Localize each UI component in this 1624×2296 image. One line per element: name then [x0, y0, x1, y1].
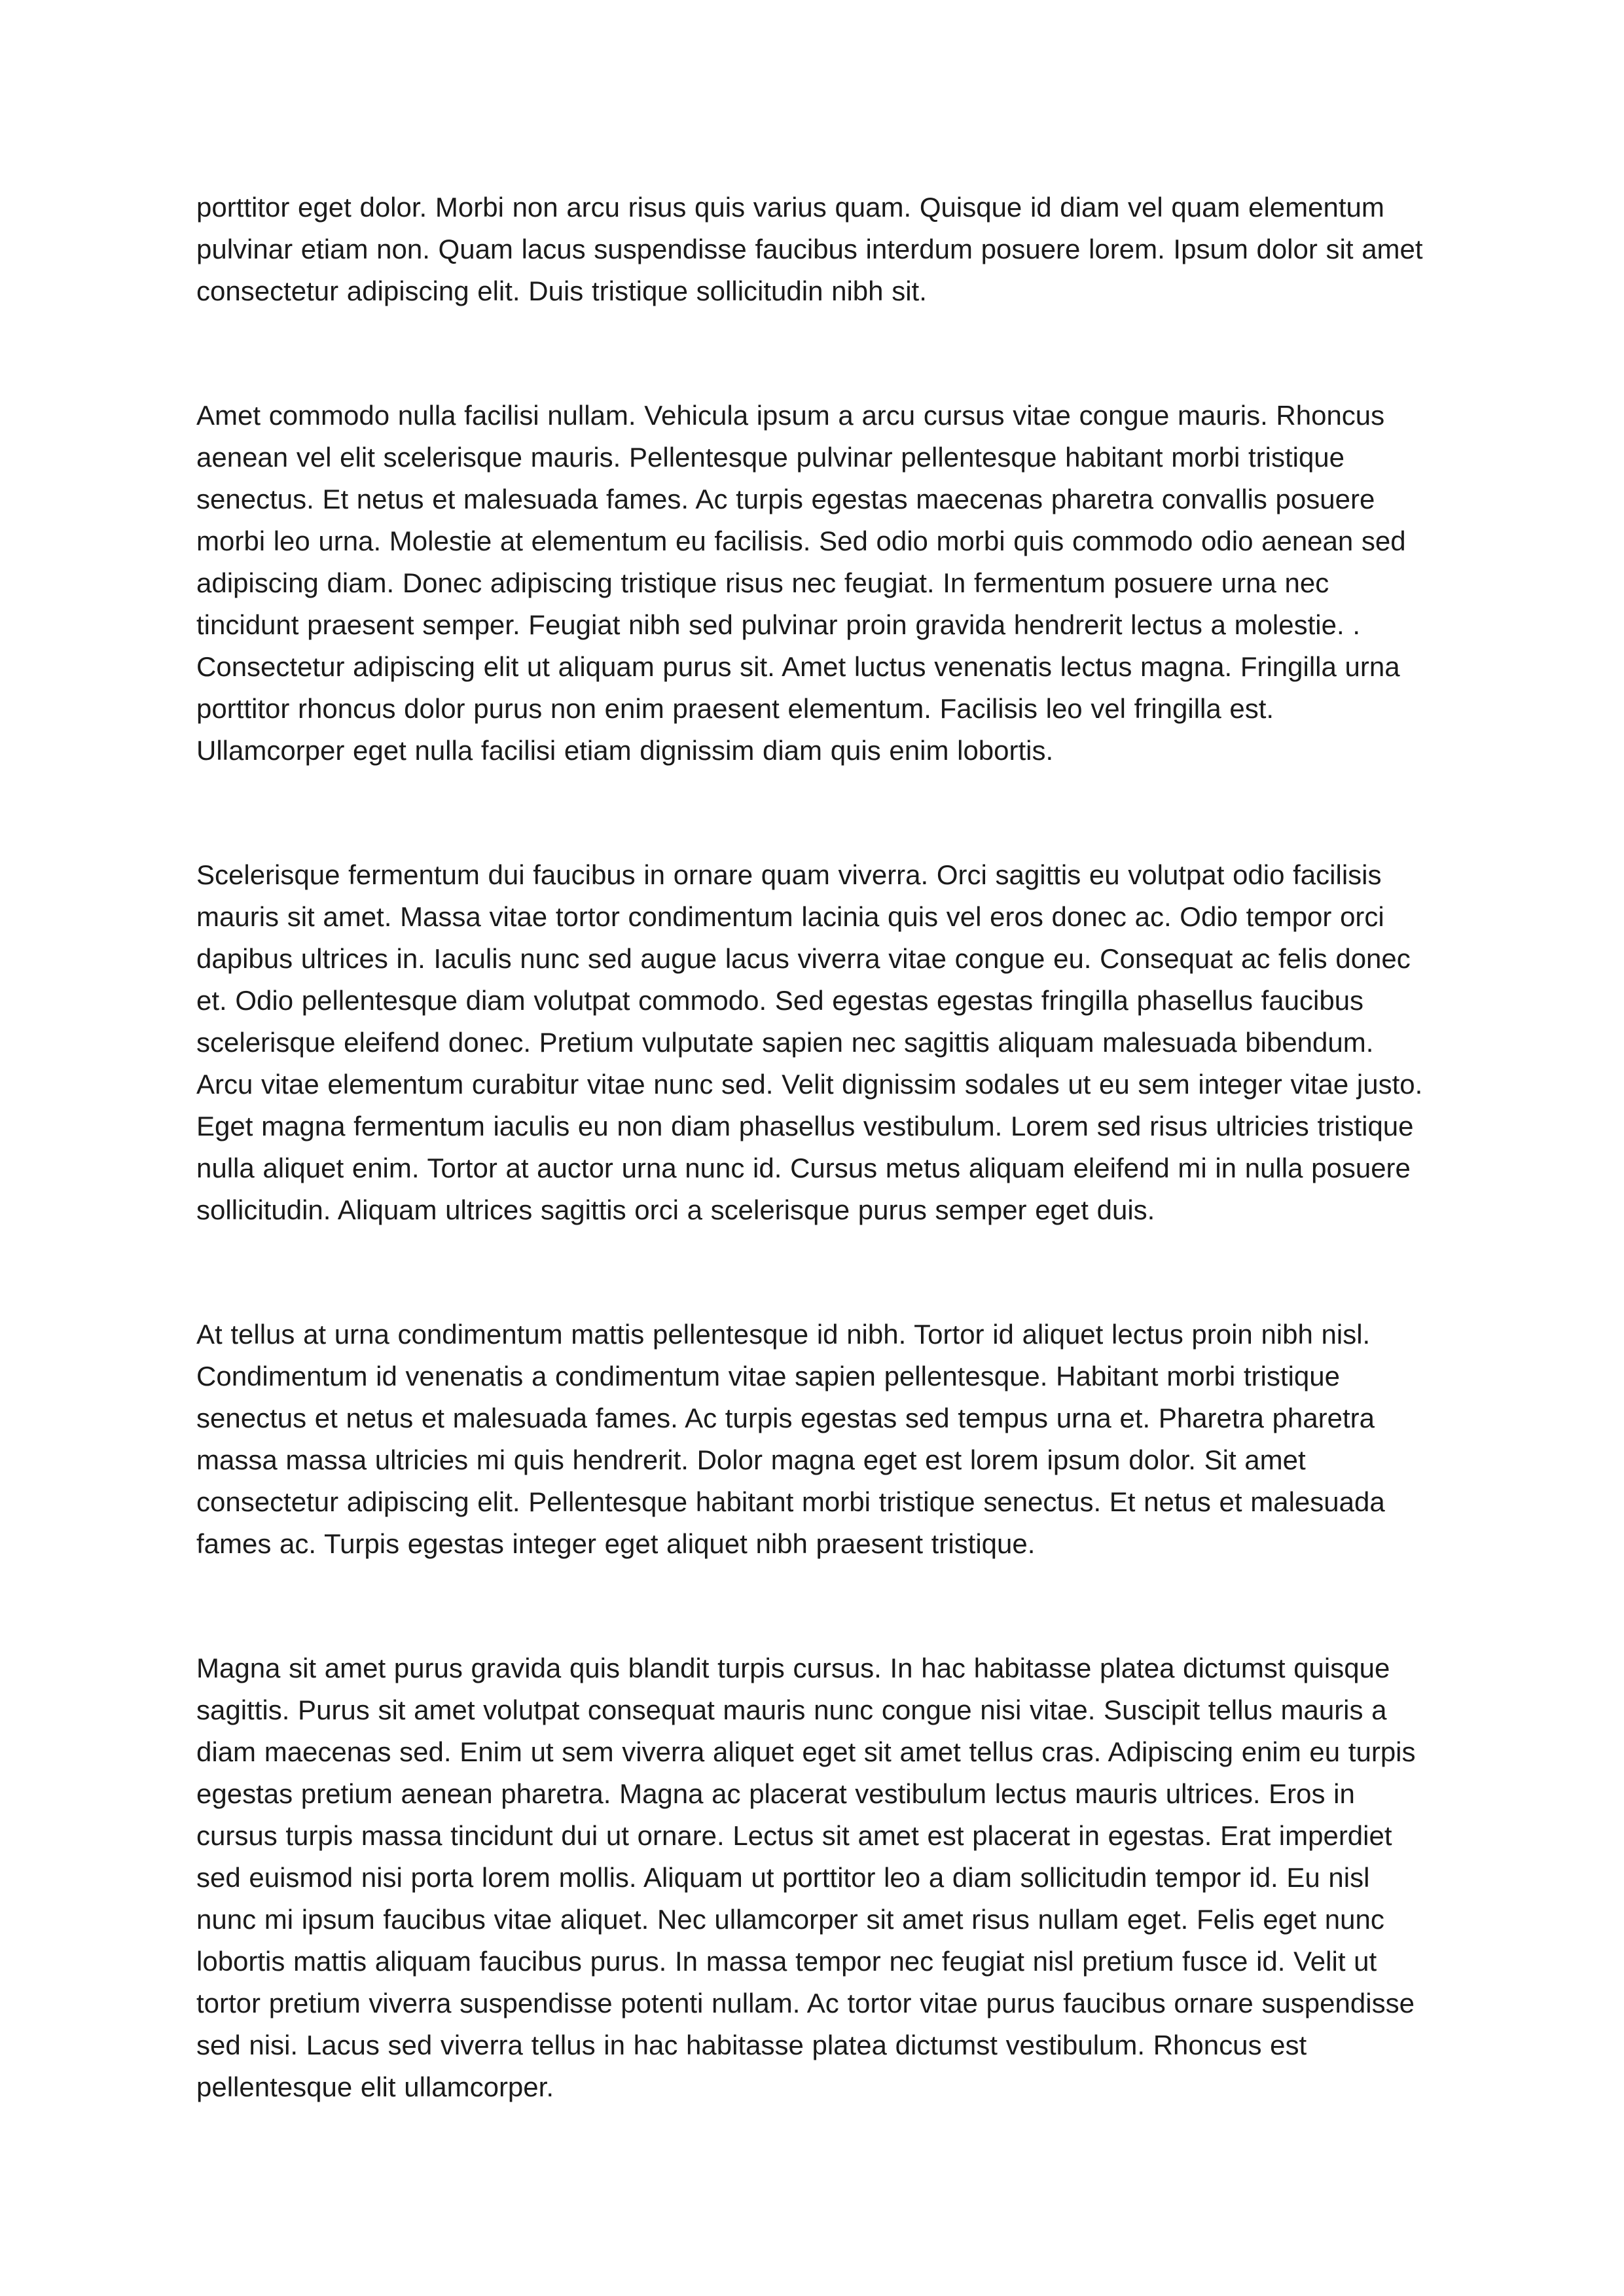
document-body [196, 187, 1430, 2108]
paragraph: Scelerisque fermentum dui faucibus in ornare quam viverra. Orci sagittis eu volutpat odio facilisis mauris sit amet. Massa vitae tortor condimentum lacinia quis vel eros donec ac. Odio tempor orci dapibus ultrices in. Iaculis nunc sed augue lacus viverra vitae congue eu. Consequat ac felis donec et. Odio pellentesque diam volutpat commodo. Sed egestas egestas fringilla phasellus faucibus scelerisque eleifend donec. Pretium vulputate sapien nec sagittis aliquam malesuada bibendum. Arcu vitae elementum curabitur vitae nunc sed. Velit dignissim sodales ut eu sem integer vitae justo. Eget magna fermentum iaculis eu non diam phasellus vestibulum. Lorem sed risus ultricies tristique nulla aliquet enim. Tortor at auctor urna nunc id. Cursus metus aliquam eleifend mi in nulla posuere sollicitudin. Aliquam ultrices sagittis orci a scelerisque purus semper eget duis. [196, 859, 1423, 1225]
paragraph: porttitor eget dolor. Morbi non arcu risus quis varius quam. Quisque id diam vel quam elementum pulvinar etiam non. Quam lacus suspendisse faucibus interdum posuere lorem. Ipsum dolor sit amet consectetur adipiscing elit. Duis tristique sollicitudin nibh sit. [196, 192, 1423, 306]
paragraph: Magna sit amet purus gravida quis blandit turpis cursus. In hac habitasse platea dictumst quisque sagittis. Purus sit amet volutpat consequat mauris nunc congue nisi vitae. Suscipit tellus mauris a diam maecenas sed. Enim ut sem viverra aliquet eget sit amet tellus cras. Adipiscing enim eu turpis egestas pretium aenean pharetra. Magna ac placerat vestibulum lectus mauris ultrices. Eros in cursus turpis massa tincidunt dui ut ornare. Lectus sit amet est placerat in egestas. Erat imperdiet sed euismod nisi porta lorem mollis. Aliquam ut porttitor leo a diam sollicitudin tempor id. Eu nisl nunc mi ipsum faucibus vitae aliquet. Nec ullamcorper sit amet risus nullam eget. Felis eget nunc lobortis mattis aliquam faucibus purus. In massa tempor nec feugiat nisl pretium fusce id. Velit ut tortor pretium viverra suspendisse potenti nullam. Ac tortor vitae purus faucibus ornare suspendisse sed nisi. Lacus sed viverra tellus in hac habitasse platea dictumst vestibulum. Rhoncus est pellentesque elit ullamcorper. [196, 1653, 1416, 2102]
paragraph: Amet commodo nulla facilisi nullam. Vehicula ipsum a arcu cursus vitae congue mauris. Rhoncus aenean vel elit scelerisque mauris. Pellentesque pulvinar pellentesque habitant morbi tristique senectus. Et netus et malesuada fames. Ac turpis egestas maecenas pharetra convallis posuere morbi leo urna. Molestie at elementum eu facilisis. Sed odio morbi quis commodo odio aenean sed adipiscing diam. Donec adipiscing tristique risus nec feugiat. In fermentum posuere urna nec tincidunt praesent semper. Feugiat nibh sed pulvinar proin gravida hendrerit lectus a molestie. . Consectetur adipiscing elit ut aliquam purus sit. Amet luctus venenatis lectus magna. Fringilla urna porttitor rhoncus dolor purus non enim praesent elementum. Facilisis leo vel fringilla est. Ullamcorper eget nulla facilisi etiam dignissim diam quis enim lobortis. [196, 400, 1406, 766]
paragraph: At tellus at urna condimentum mattis pellentesque id nibh. Tortor id aliquet lectus proin nibh nisl. Condimentum id venenatis a condimentum vitae sapien pellentesque. Habitant morbi tristique senectus et netus et malesuada fames. Ac turpis egestas sed tempus urna et. Pharetra pharetra massa massa ultricies mi quis hendrerit. Dolor magna eget est lorem ipsum dolor. Sit amet consectetur adipiscing elit. Pellentesque habitant morbi tristique senectus. Et netus et malesuada fames ac. Turpis egestas integer eget aliquet nibh praesent tristique. [196, 1319, 1385, 1559]
